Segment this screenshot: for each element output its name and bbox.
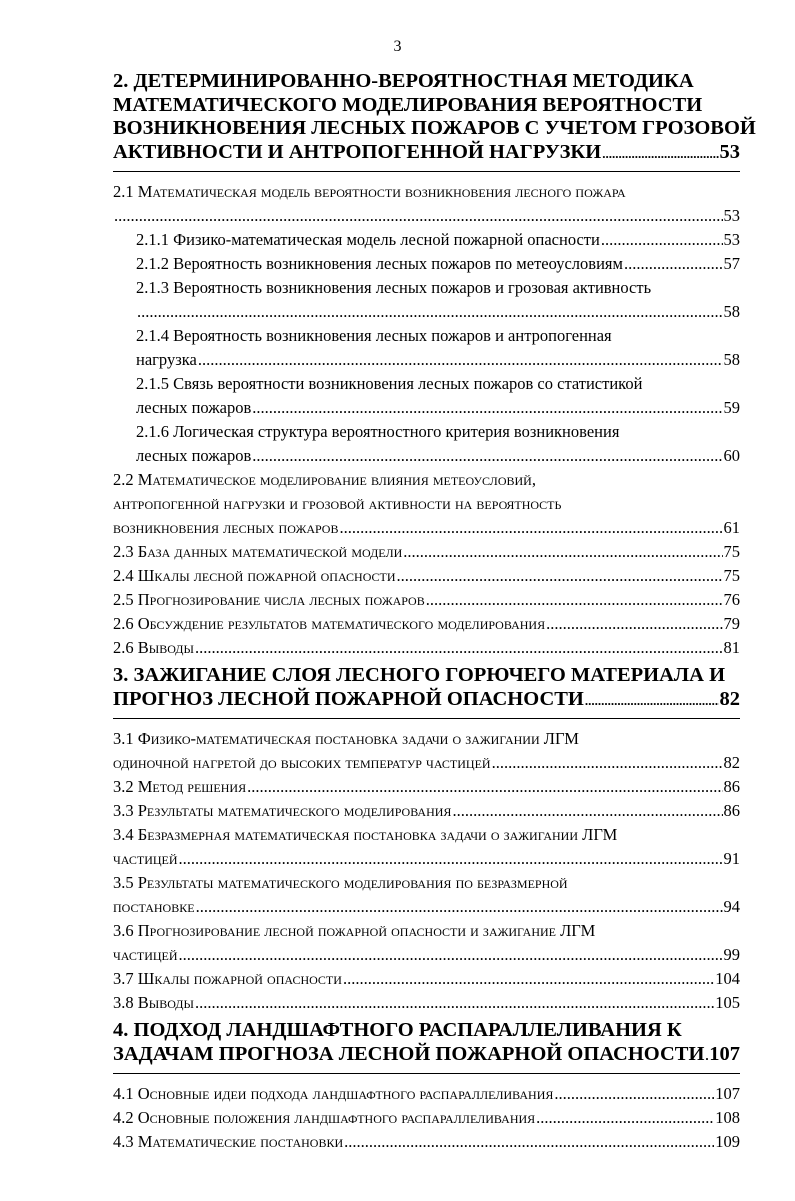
entry-4-1-page: 107 (715, 1084, 740, 1103)
entry-2-1-6-page: 60 (723, 446, 740, 465)
entry-3-8-title: 3.8 Выводы (113, 993, 194, 1012)
toc-entry-3-8[interactable] (113, 991, 740, 1015)
entry-2-1-page: 53 (723, 206, 740, 225)
entry-3-6-page: 99 (723, 945, 740, 964)
leader-dots (585, 689, 719, 713)
toc-chapter-2[interactable] (113, 70, 756, 165)
leader-dots (546, 612, 722, 636)
entry-2-1-3-page: 58 (723, 302, 740, 321)
entry-2-5-page: 76 (723, 590, 740, 609)
entry-2-1-6-title-line-2 (113, 444, 740, 468)
toc-entry-4-1[interactable] (113, 1082, 740, 1106)
chapter-4-title-line-1: 4. ПОДХОД ЛАНДШАФТНОГО РАСПАРАЛЛЕЛИВАНИЯ К (113, 1019, 682, 1041)
entry-3-3-title: 3.3 Результаты математического моделирования (113, 801, 452, 820)
leader-dots (536, 1106, 714, 1130)
entry-3-4-title-line-1: 3.4 Безразмерная математическая постановка задачи о зажигании ЛГМ (113, 825, 618, 844)
entry-3-8-page: 105 (715, 993, 740, 1012)
entry-2-1-5-title-line-1: 2.1.5 Связь вероятности возникновения лесных пожаров со статистикой (136, 374, 643, 393)
chapter-4-page: 107 (709, 1042, 740, 1065)
toc-entry-2-1-3[interactable] (113, 276, 740, 324)
entry-2-3-page: 75 (723, 542, 740, 561)
entry-2-3-title: 2.3 База данных математической модели (113, 542, 403, 561)
toc-entry-3-6[interactable] (113, 919, 740, 967)
entry-2-6-discussion-page: 79 (723, 614, 740, 633)
toc-entry-3-7[interactable] (113, 967, 740, 991)
leader-dots (343, 967, 714, 991)
toc-entry-2-1-6[interactable] (113, 420, 740, 468)
toc-entry-2-3[interactable] (113, 540, 740, 564)
leader-dots (344, 1130, 714, 1154)
toc-entry-2-2[interactable] (113, 468, 740, 540)
entry-2-6-conclusions-page: 81 (723, 638, 740, 657)
entry-2-4-title: 2.4 Шкалы лесной пожарной опасности (113, 566, 396, 585)
entry-3-2-page: 86 (723, 777, 740, 796)
entry-2-1-1-page: 53 (723, 230, 740, 249)
entry-2-2-title-line-2: антропогенной нагрузки и грозовой активности на вероятность (113, 494, 562, 513)
entry-2-1-2-title: 2.1.2 Вероятность возникновения лесных пожаров по метеоусловиям (136, 254, 623, 273)
entry-2-5-title: 2.5 Прогнозирование числа лесных пожаров (113, 590, 425, 609)
entry-2-1-4-title-line-2 (113, 348, 740, 372)
entry-2-1-5-title-line-2-text: лесных пожаров (136, 398, 252, 417)
leader-dots (492, 751, 723, 775)
chapter-3-title-line-1: 3. ЗАЖИГАНИЕ СЛОЯ ЛЕСНОГО ГОРЮЧЕГО МАТЕРИАЛА И (113, 664, 726, 686)
entry-3-1-title-line-2 (113, 751, 740, 775)
entry-2-1-2-page: 57 (723, 254, 740, 273)
entry-3-6-title-line-1: 3.6 Прогнозирование лесной пожарной опасности и зажигание ЛГМ (113, 921, 596, 940)
entry-2-1-4-page: 58 (723, 350, 740, 369)
entry-4-2-title: 4.2 Основные положения ландшафтного распараллеливания (113, 1108, 536, 1127)
leader-dots (602, 142, 718, 166)
entry-4-3-page: 109 (715, 1132, 740, 1151)
toc-entry-2-1-2[interactable] (113, 252, 740, 276)
toc-entry-3-1[interactable] (113, 727, 740, 775)
toc-entry-4-3[interactable] (113, 1130, 740, 1154)
entry-3-7-title: 3.7 Шкалы пожарной опасности (113, 969, 342, 988)
entry-2-2-title-line-3-text: возникновения лесных пожаров (113, 518, 339, 537)
entry-3-7-page: 104 (715, 969, 740, 988)
entry-2-1-5-title-line-2 (113, 396, 740, 420)
leader-dots (452, 799, 722, 823)
entry-2-1-leader (113, 204, 740, 228)
leader-dots (195, 991, 714, 1015)
leader-dots (196, 895, 723, 919)
toc-chapter-3[interactable] (113, 664, 740, 712)
toc-entry-2-1-4[interactable] (113, 324, 740, 372)
toc-entry-4-2[interactable] (113, 1106, 740, 1130)
chapter-3-title-line-2-text: ПРОГНОЗ ЛЕСНОЙ ПОЖАРНОЙ ОПАСНОСТИ (113, 687, 584, 710)
leader-dots (403, 540, 722, 564)
toc-entry-2-4[interactable] (113, 564, 740, 588)
leader-dots (252, 396, 722, 420)
leader-dots (339, 516, 722, 540)
toc-entry-2-6-conclusions[interactable] (113, 636, 740, 660)
chapter-separator (113, 718, 740, 719)
table-of-contents (113, 70, 756, 1154)
entry-3-4-page: 91 (723, 849, 740, 868)
entry-2-6-conclusions-title: 2.6 Выводы (113, 638, 194, 657)
entry-4-3-title: 4.3 Математические постановки (113, 1132, 344, 1151)
toc-entry-2-1-5[interactable] (113, 372, 740, 420)
entry-3-4-title-line-2 (113, 847, 740, 871)
toc-entry-2-5[interactable] (113, 588, 740, 612)
entry-4-2-page: 108 (715, 1108, 740, 1127)
page-number: 3 (393, 38, 402, 55)
entry-4-1-title: 4.1 Основные идеи подхода ландшафтного распараллеливания (113, 1084, 554, 1103)
entry-2-1-3-leader (113, 300, 740, 324)
leader-dots (252, 444, 722, 468)
entry-2-4-page: 75 (723, 566, 740, 585)
entry-3-5-title-line-2 (113, 895, 740, 919)
entry-2-2-title-line-3 (113, 516, 740, 540)
entry-3-5-title-line-1: 3.5 Результаты математического моделирования по безразмерной (113, 873, 568, 892)
leader-dots (247, 775, 722, 799)
entry-3-5-title-line-2-text: постановке (113, 897, 195, 916)
chapter-2-title-line-2: МАТЕМАТИЧЕСКОГО МОДЕЛИРОВАНИЯ ВЕРОЯТНОСТИ (113, 93, 703, 116)
chapter-3-title-line-2 (113, 688, 740, 713)
entry-3-6-title-line-2 (113, 943, 740, 967)
toc-entry-3-5[interactable] (113, 871, 740, 919)
leader-dots (179, 943, 723, 967)
toc-entry-2-1[interactable] (113, 180, 740, 228)
entry-2-1-3-title: 2.1.3 Вероятность возникновения лесных пожаров и грозовая активность (136, 278, 652, 297)
leader-dots (554, 1082, 714, 1106)
entry-2-6-discussion-title: 2.6 Обсуждение результатов математического моделирования (113, 614, 546, 633)
entry-3-1-title-line-1: 3.1 Физико-математическая постановка задачи о зажигании ЛГМ (113, 729, 579, 748)
entry-2-1-4-title-line-2-text: нагрузка (136, 350, 197, 369)
chapter-separator (113, 171, 740, 172)
chapter-2-title-line-4 (113, 141, 740, 166)
leader-dots (179, 847, 723, 871)
entry-3-6-title-line-2-text: частицей (113, 945, 178, 964)
leader-dots (601, 228, 723, 252)
leader-dots (397, 564, 723, 588)
leader-dots (195, 636, 723, 660)
toc-chapter-4[interactable] (113, 1019, 740, 1067)
entry-3-1-title-line-2-text: одиночной нагретой до высоких температур частицей (113, 753, 491, 772)
entry-3-5-page: 94 (723, 897, 740, 916)
chapter-2-title-line-3: ВОЗНИКНОВЕНИЯ ЛЕСНЫХ ПОЖАРОВ С УЧЕТОМ ГРОЗОВОЙ (113, 117, 756, 139)
entry-2-1-6-title-line-1: 2.1.6 Логическая структура вероятностного критерия возникновения (136, 422, 620, 441)
chapter-separator (113, 1073, 740, 1074)
chapter-3-page: 82 (719, 687, 740, 710)
entry-3-1-page: 82 (723, 753, 740, 772)
entry-2-1-6-title-line-2-text: лесных пожаров (136, 446, 252, 465)
chapter-2-title-line-1: 2. ДЕТЕРМИНИРОВАННО-ВЕРОЯТНОСТНАЯ МЕТОДИКА (113, 70, 694, 92)
leader-dots (705, 1044, 708, 1068)
entry-3-4-title-line-2-text: частицей (113, 849, 178, 868)
entry-2-1-1-title: 2.1.1 Физико-математическая модель лесной пожарной опасности (136, 230, 600, 249)
toc-entry-2-6-discussion[interactable] (113, 612, 740, 636)
toc-entry-2-1-1[interactable] (113, 228, 740, 252)
toc-entry-3-4[interactable] (113, 823, 740, 871)
leader-dots (426, 588, 723, 612)
entry-3-2-title: 3.2 Метод решения (113, 777, 247, 796)
entry-2-1-5-page: 59 (723, 398, 740, 417)
entry-3-3-page: 86 (723, 801, 740, 820)
chapter-2-page: 53 (719, 140, 740, 163)
leader-dots (198, 348, 723, 372)
chapter-2-title-line-4-text: АКТИВНОСТИ И АНТРОПОГЕННОЙ НАГРУЗКИ (113, 140, 602, 163)
entry-2-1-title: 2.1 Математическая модель вероятности возникновения лесного пожара (113, 182, 626, 201)
toc-entry-3-2[interactable] (113, 775, 740, 799)
entry-2-2-page: 61 (723, 518, 740, 537)
entry-2-2-title-line-1: 2.2 Математическое моделирование влияния метеоусловий, (113, 470, 536, 489)
leader-dots (114, 204, 723, 228)
toc-entry-3-3[interactable] (113, 799, 740, 823)
chapter-4-title-line-2-text: ЗАДАЧАМ ПРОГНОЗА ЛЕСНОЙ ПОЖАРНОЙ ОПАСНОСТИ (113, 1042, 705, 1065)
leader-dots (137, 300, 723, 324)
entry-2-1-4-title-line-1: 2.1.4 Вероятность возникновения лесных пожаров и антропогенная (136, 326, 612, 345)
chapter-4-title-line-2 (113, 1043, 740, 1068)
leader-dots (624, 252, 723, 276)
